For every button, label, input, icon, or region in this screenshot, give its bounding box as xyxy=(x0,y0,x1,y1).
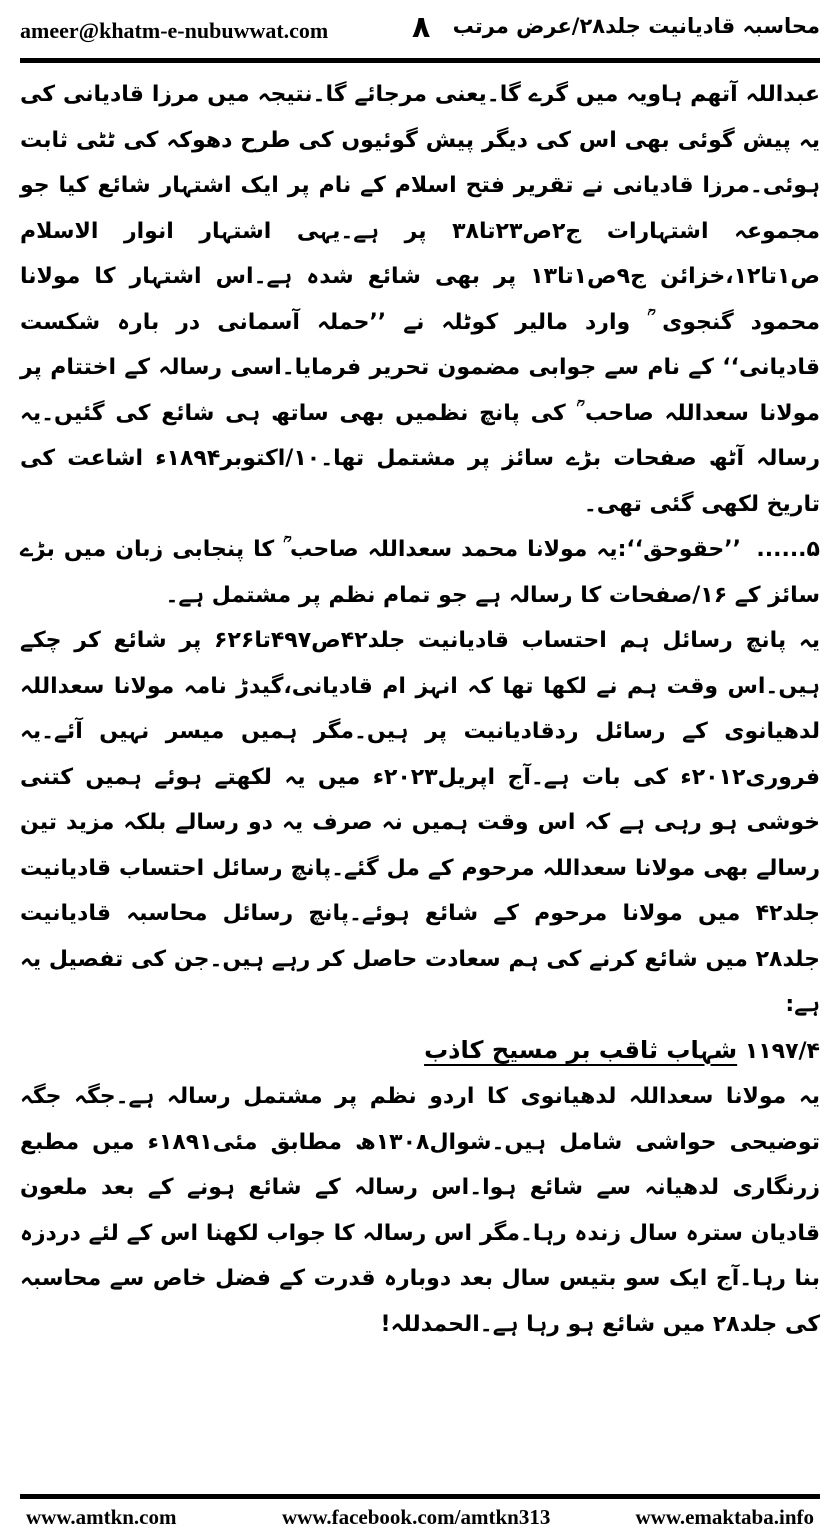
footer-link-emaktaba[interactable]: www.emaktaba.info xyxy=(635,1505,814,1529)
item-marker: ۵...... xyxy=(756,537,820,562)
footer-rule xyxy=(20,1494,820,1499)
section-title: شہاب ثاقب بر مسیح کاذب xyxy=(424,1035,738,1064)
list-item-5 xyxy=(20,527,820,618)
page-body xyxy=(20,72,820,1347)
header-email[interactable]: ameer@khatm-e-nubuwwat.com xyxy=(20,18,329,43)
item-text: ’’حقوحق‘‘:یہ مولانا محمد سعداللہ صاحب ؒ کا پنجابی زبان میں بڑے سائز کے ۱۶/صفحات کا رسالہ ہے جو تمام نظم پر مشتمل ہے۔ xyxy=(20,537,820,608)
paragraph-intro: عبداللہ آتھم ہاویہ میں گرے گا۔یعنی مرجائے گا۔نتیجہ میں مرزا قادیانی کی یہ پیش گوئی بھی اس کی دیگر پیش گوئیوں کی طرح دھوکہ کی ٹٹی ثابت ہوئی۔مرزا قادیانی نے تقریر فتح اسلام کے نام پر ایک اشتہار شائع کیا جو مجموعہ اشتہارات ج۲ص۲۳تا۳۸ پر ہے۔یہی اشتہار انوار الاسلام ص۱تا۱۲،خزائن ج۹ص۱تا۱۳ پر بھی شائع شدہ ہے۔اس اشتہار کا مولانا محمود گنجوی ؒ وارد مالیر کوٹلہ نے ’’حملہ آسمانی در بارہ شکست قادیانی‘‘ کے نام سے جوابی مضمون تحریر فرمایا۔اسی رسالہ کے اختتام پر مولانا سعداللہ صاحب ؒ کی پانچ نظمیں بھی ساتھ ہی شائع کی گئیں۔یہ رسالہ آٹھ صفحات بڑے سائز پر مشتمل تھا۔۱۰/اکتوبر۱۸۹۴ء اشاعت کی تاریخ لکھی گئی تھی۔ xyxy=(20,82,821,517)
section-heading xyxy=(20,1028,820,1075)
footer-link-amtkn[interactable]: www.amtkn.com xyxy=(26,1505,177,1529)
page-number: ۸ xyxy=(412,10,431,45)
footer-link-facebook[interactable]: www.facebook.com/amtkn313 xyxy=(282,1505,551,1529)
paragraph-five-treatises: یہ پانچ رسائل ہم احتساب قادیانیت جلد۴۲ص۴۹۷تا۶۲۶ پر شائع کر چکے ہیں۔اس وقت ہم نے لکھا تھا کہ انہز ام قادیانی،گیدڑ نامہ مولانا سعداللہ لدھیانوی کے رسائل ردقادیانیت پر ہیں۔مگر ہمیں میسر نہیں آئے۔یہ فروری۲۰۱۲ء کی بات ہے۔آج اپریل۲۰۲۳ء میں یہ لکھتے ہوئے ہمیں کتنی خوشی ہو رہی ہے کہ اس وقت ہمیں نہ صرف یہ دو رسالے بلکہ مزید تین رسالے بھی مولانا سعداللہ مرحوم کے مل گئے۔پانچ رسائل احتساب قادیانیت جلد۴۲ میں مولانا مرحوم کے شائع ہوئے۔پانچ رسائل محاسبہ قادیانیت جلد۲۸ میں شائع کرنے کی ہم سعادت حاصل کر رہے ہیں۔جن کی تفصیل یہ ہے: xyxy=(20,628,821,1017)
section-number: ۱۱۹۷/۴ xyxy=(744,1038,820,1064)
header-rule xyxy=(20,58,820,63)
paragraph-shihab-saqib: یہ مولانا سعداللہ لدھیانوی کا اردو نظم پر مشتمل رسالہ ہے۔جگہ جگہ توضیحی حواشی شامل ہیں۔شوال۱۳۰۸ھ مطابق مئی۱۸۹۱ء میں مطبع زرنگاری لدھیانہ سے شائع ہوا۔اس رسالہ کے شائع ہونے کے بعد ملعون قادیان سترہ سال زندہ رہا۔مگر اس رسالہ کا جواب لکھنا اس کے لئے دردزہ بنا رہا۔آج ایک سو بتیس سال بعد دوبارہ قدرت کے فضل خاص سے محاسبہ کی جلد۲۸ میں شائع ہو رہا ہے۔الحمدللہ! xyxy=(20,1084,821,1337)
page-footer xyxy=(20,1505,820,1535)
running-title: محاسبہ قادیانیت جلد۲۸/عرض مرتب xyxy=(452,14,820,38)
page-header xyxy=(20,10,820,52)
